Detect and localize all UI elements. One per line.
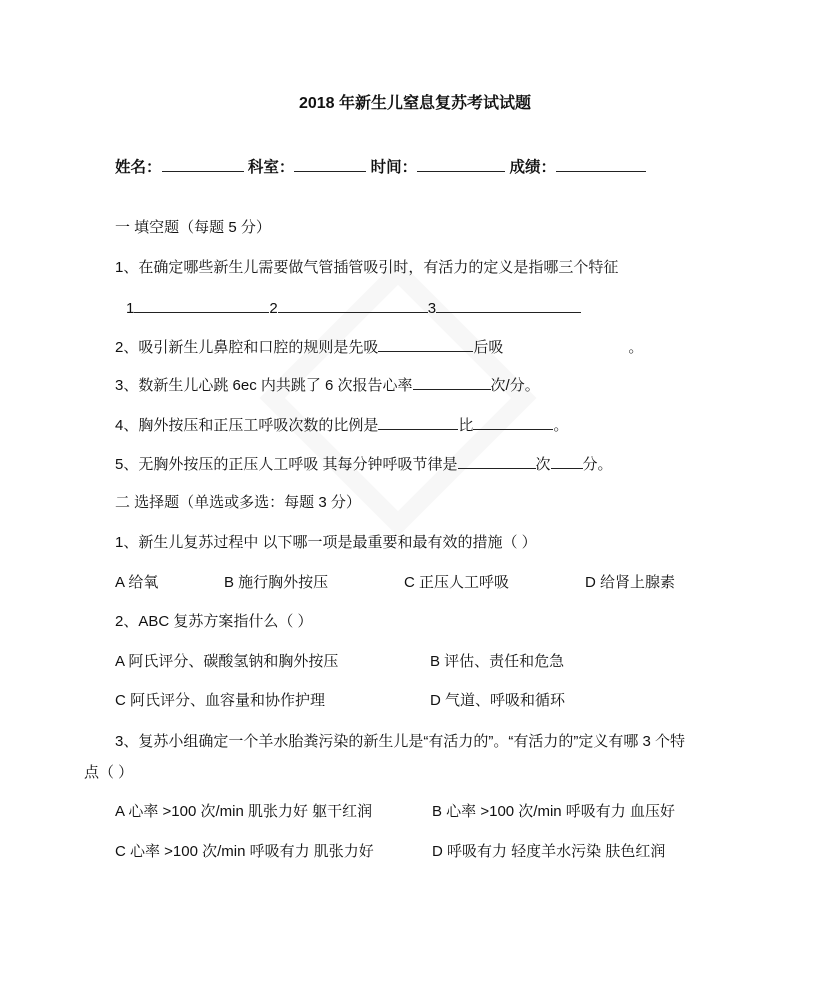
choice-option[interactable]: A 心率 >100 次/min 肌张力好 躯干红润: [115, 803, 373, 820]
q-text: 分。: [582, 456, 613, 473]
choice-option[interactable]: B 心率 >100 次/min 呼吸有力 血压好: [432, 803, 675, 820]
dept-blank[interactable]: [294, 157, 366, 172]
fill-blank[interactable]: [134, 298, 269, 313]
choice-option[interactable]: D 气道、呼吸和循环: [430, 692, 566, 709]
choice-option[interactable]: A 阿氏评分、碳酸氢钠和胸外按压: [115, 653, 339, 670]
dept-label: 科室：: [247, 159, 295, 176]
fill-blank[interactable]: [551, 454, 583, 469]
q-text: 比: [458, 417, 474, 434]
blank-number: 2: [269, 300, 278, 317]
choice-option[interactable]: B 施行胸外按压: [224, 574, 329, 591]
choice-q2: 2、ABC 复苏方案指什么（ ）: [115, 613, 313, 630]
blank-number: 3: [427, 300, 437, 317]
time-label: 时间：: [370, 159, 418, 176]
header-fields: [115, 157, 646, 178]
fill-q1: 1、在确定哪些新生儿需要做气管插管吸引时，有活力的定义是指哪三个特征: [115, 259, 619, 276]
fill-blank[interactable]: [473, 415, 553, 430]
choice-option[interactable]: D 给肾上腺素: [585, 574, 676, 591]
q-text: 3、数新生儿心跳 6ec 内共跳了 6 次报告心率: [115, 377, 413, 394]
fill-q2: [115, 337, 643, 358]
q-text: 5、无胸外按压的正压人工呼吸 其每分钟呼吸节律是: [115, 456, 458, 473]
choice-option[interactable]: C 正压人工呼吸: [404, 574, 510, 591]
fill-blank[interactable]: [378, 337, 473, 352]
choice-option[interactable]: A 给氧: [115, 574, 159, 591]
choice-q3-line2: 点（ ）: [84, 764, 134, 781]
choice-option[interactable]: B 评估、责任和危急: [430, 653, 565, 670]
score-label: 成绩：: [509, 159, 556, 176]
fill-blank[interactable]: [413, 375, 491, 390]
time-blank[interactable]: [417, 157, 505, 172]
q-text: 。: [553, 417, 569, 434]
q-text: 后吸: [473, 339, 504, 356]
name-blank[interactable]: [162, 157, 244, 172]
fill-blank[interactable]: [458, 454, 536, 469]
section1-heading: 一 填空题（每题 5 分）: [115, 219, 271, 236]
q-text: 次/分。: [490, 377, 540, 394]
q-text: 次: [535, 456, 551, 473]
fill-q3: [115, 375, 540, 396]
choice-q1: 1、新生儿复苏过程中 以下哪一项是最重要和最有效的措施（ ）: [115, 534, 537, 551]
choice-option[interactable]: C 阿氏评分、血容量和协作护理: [115, 692, 326, 709]
fill-blank[interactable]: [378, 415, 458, 430]
choice-option[interactable]: C 心率 >100 次/min 呼吸有力 肌张力好: [115, 843, 374, 860]
score-blank[interactable]: [556, 157, 646, 172]
section2-heading: 二 选择题（单选或多选：每题 3 分）: [115, 494, 361, 511]
name-label: 姓名：: [115, 159, 162, 176]
fill-q1-blanks: [126, 298, 581, 319]
choice-option[interactable]: D 呼吸有力 轻度羊水污染 肤色红润: [432, 843, 666, 860]
q-text: 。: [628, 339, 644, 356]
fill-blank[interactable]: [436, 298, 581, 313]
page-title: 2018 年新生儿窒息复苏考试试题: [298, 95, 532, 112]
fill-q5: [115, 454, 613, 475]
q-text: 2、吸引新生儿鼻腔和口腔的规则是先吸: [115, 339, 379, 356]
fill-blank[interactable]: [278, 298, 428, 313]
choice-q3-line1: 3、复苏小组确定一个羊水胎粪污染的新生儿是“有活力的”。“有活力的”定义有哪 3 个特: [115, 733, 686, 750]
q-text: 4、胸外按压和正压工呼吸次数的比例是: [115, 417, 379, 434]
fill-q4: [115, 415, 568, 436]
blank-number: 1: [126, 300, 135, 317]
